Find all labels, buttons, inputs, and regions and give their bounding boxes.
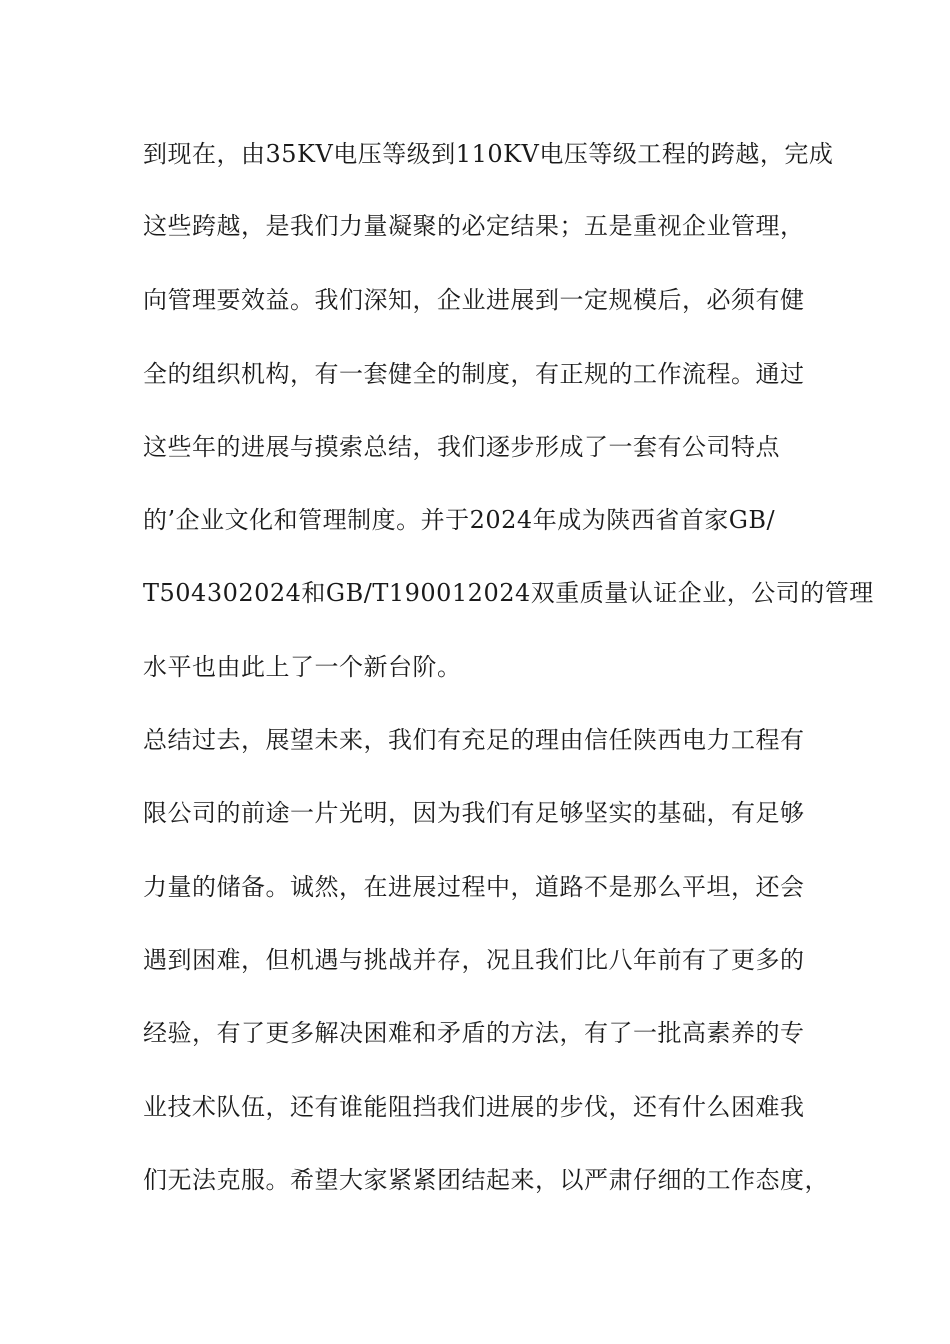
paragraph-1-line-6: 的’企业文化和管理制度。并于2024年成为陕西省首家GB/ — [143, 506, 776, 534]
paragraph-1-line-4: 全的组织机构，有一套健全的制度，有正规的工作流程。通过 — [143, 360, 805, 388]
paragraph-1-line-1: 到现在，由35KV电压等级到110KV电压等级工程的跨越，完成 — [143, 140, 834, 168]
paragraph-2-line-3: 力量的储备。诚然，在进展过程中，道路不是那么平坦，还会 — [143, 873, 805, 901]
paragraph-2-line-6: 业技术队伍，还有谁能阻挡我们进展的步伐，还有什么困难我 — [143, 1093, 805, 1121]
paragraph-2-line-5: 经验，有了更多解决困难和矛盾的方法，有了一批高素养的专 — [143, 1019, 805, 1047]
paragraph-1-line-8: 水平也由此上了一个新台阶。 — [143, 653, 462, 681]
paragraph-2-line-1: 总结过去，展望未来，我们有充足的理由信任陕西电力工程有 — [143, 726, 805, 754]
paragraph-2-line-4: 遇到困难，但机遇与挑战并存，况且我们比八年前有了更多的 — [143, 946, 805, 974]
paragraph-2-line-7: 们无法克服。希望大家紧紧团结起来，以严肃仔细的工作态度， — [143, 1166, 829, 1194]
paragraph-1-line-2: 这些跨越，是我们力量凝聚的必定结果；五是重视企业管理， — [143, 212, 805, 240]
paragraph-1-line-3: 向管理要效益。我们深知，企业进展到一定规模后，必须有健 — [143, 286, 805, 314]
paragraph-1-line-7: T504302024和GB/T190012024双重质量认证企业，公司的管理 — [143, 579, 874, 607]
paragraph-1-line-5: 这些年的进展与摸索总结，我们逐步形成了一套有公司特点 — [143, 433, 780, 461]
paragraph-2-line-2: 限公司的前途一片光明，因为我们有足够坚实的基础，有足够 — [143, 799, 805, 827]
